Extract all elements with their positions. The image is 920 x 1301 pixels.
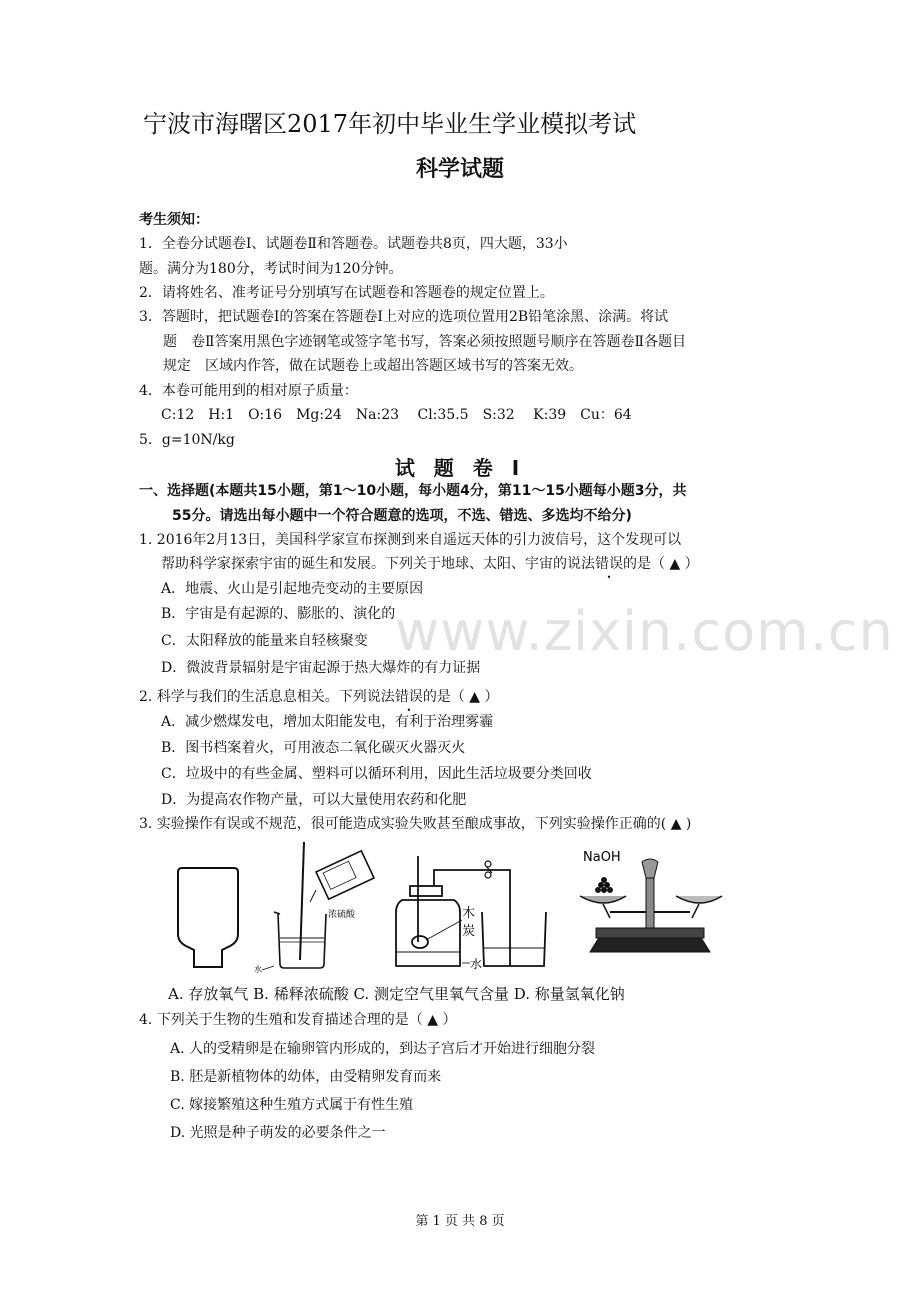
label-charcoal-2: 炭 (462, 924, 476, 939)
q4-option-a: A. 人的受精卵是在输卵管内形成的，到达子宫后才开始进行细胞分裂 (170, 1041, 596, 1057)
q1-option-b: B．宇宙是有起源的、膨胀的、演化的 (161, 606, 396, 622)
q1-stem-text: 帮助科学家探索宇宙的诞生和发展。下列关于地球、太阳、宇宙的说法 (161, 556, 595, 572)
notice-item-1-line-2: 题。满分为180分，考试时间为120分钟。 (139, 261, 403, 277)
balance-scale-drawing (580, 859, 722, 952)
q4-option-c: C. 嫁接繁殖这种生殖方式属于有性生殖 (170, 1097, 414, 1113)
q1-stem-line-2 (161, 555, 699, 573)
q4-stem: 4. 下列关于生物的生殖和发育描述合理的是（ ▲ ） (139, 1012, 457, 1028)
watermark: www.zixin.com.cn (395, 600, 894, 663)
q2-option-b: B．图书档案着火，可用液态二氧化碳灭火器灭火 (161, 740, 466, 756)
q2-option-d: D．为提高农作物产量，可以大量使用农药和化肥 (161, 792, 467, 808)
q1-option-c: C．太阳释放的能量来自轻核聚变 (161, 633, 368, 649)
q1-stem-line-1: 1. 2016年2月13日，美国科学家宣布探测到来自遥远天体的引力波信号，这个发现可以 (139, 532, 682, 548)
section-title: 试 题 卷 Ⅰ (394, 456, 526, 480)
q2-stem (139, 688, 498, 706)
label-water-small: 水 (254, 965, 262, 974)
gas-jar-drawing (178, 868, 238, 967)
q1-stem-end: 的是（ ▲ ） (623, 556, 699, 572)
q2-stem-text: 2. 科学与我们的生活息息相关。下列说法 (139, 689, 395, 705)
notice-item-4: 4．本卷可能用到的相对原子质量： (139, 383, 358, 399)
section-instructions-line-2: 55分。请选出每小题中一个符合题意的选项，不选、错选、多选均不给分) (172, 508, 632, 524)
q1-emphasis: 错误 (595, 556, 623, 572)
label-concentrated-acid: 浓硫酸 (328, 910, 356, 920)
q2-option-a: A．减少燃煤发电，增加太阳能发电，有利于治理雾霾 (161, 714, 494, 730)
q2-stem-end: 的是（ ▲ ） (422, 689, 499, 705)
beaker-dilution-drawing (262, 842, 374, 970)
q1-option-a: A．地震、火山是引起地壳变动的主要原因 (161, 581, 424, 597)
notice-item-5: 5．g=10N/kg (139, 432, 235, 448)
q2-option-c: C．垃圾中的有些金属、塑料可以循环利用，因此生活垃圾要分类回收 (161, 766, 592, 782)
label-naoh: NaOH (583, 850, 621, 865)
notice-item-3-line-1: 3．答题时，把试题卷Ⅰ的答案在答题卷Ⅰ上对应的选项位置用2B铅笔涂黑、涂满。将试 (139, 309, 669, 325)
q3-apparatus-figure (170, 842, 730, 977)
label-charcoal-1: 木 (462, 906, 476, 921)
notice-item-3-line-2: 题 卷Ⅱ答案用黑色字迹钢笔或签字笔书写，答案必须按照题号顺序在答题卷Ⅱ各题目 (163, 334, 687, 350)
q3-figure-captions: A. 存放氧气 B. 稀释浓硫酸 C. 测定空气里氧气含量 D. 称量氢氧化钠 (168, 985, 625, 1003)
q4-option-d: D. 光照是种子萌发的必要条件之一 (170, 1125, 386, 1141)
q4-option-b: B. 胚是新植物体的幼体，由受精卵发育而来 (170, 1069, 442, 1085)
page-footer: 第 1 页 共 8 页 (415, 1214, 505, 1229)
q1-option-d: D．微波背景辐射是宇宙起源于热大爆炸的有力证据 (161, 660, 481, 676)
q2-emphasis: 错误 (394, 689, 423, 705)
section-instructions-line-1: 一、选择题(本题共15小题，第1～10小题，每小题4分，第11～15小题每小题3分，共 (139, 483, 687, 499)
q3-stem: 3. 实验操作有误或不规范，很可能造成实验失败甚至酿成事故，下列实验操作正确的( ▲ ) (139, 816, 692, 832)
notice-item-3-line-3: 规定 区域内作答，做在试题卷上或超出答题区域书写的答案无效。 (163, 358, 583, 374)
exam-subtitle: 科学试题 (415, 157, 504, 182)
notice-item-1-line-1: 1．全卷分试题卷Ⅰ、试题卷Ⅱ和答题卷。试题卷共8页，四大题，33小 (139, 236, 568, 252)
notice-item-2: 2．请将姓名、准考证号分别填写在试题卷和答题卷的规定位置上。 (139, 285, 554, 301)
notice-heading: 考生须知： (139, 212, 209, 228)
atomic-masses: C:12 H:1 O:16 Mg:24 Na:23 Cl:35.5 S:32 K:39 Cu：64 (161, 407, 632, 423)
exam-title: 宁波市海曙区2017年初中毕业生学业模拟考试 (143, 110, 637, 138)
label-water: 水 (470, 957, 483, 971)
